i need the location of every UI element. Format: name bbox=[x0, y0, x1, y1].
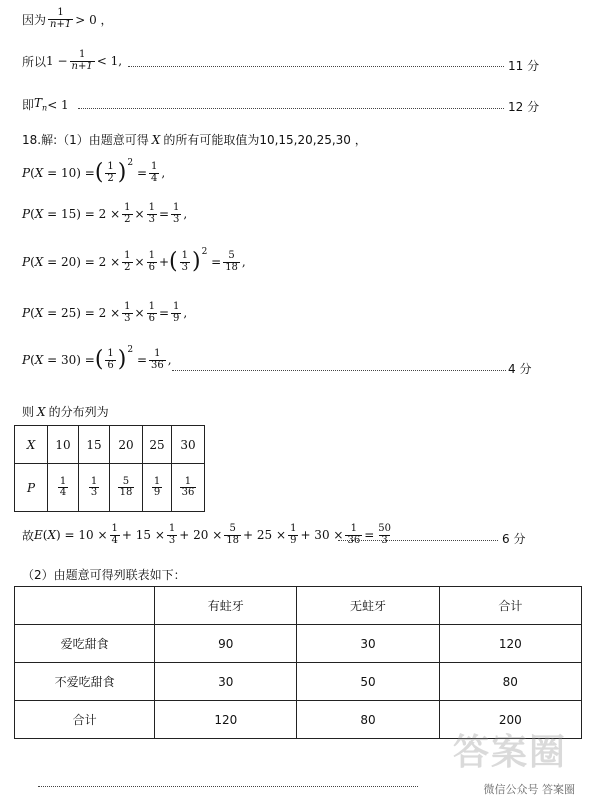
namely-label: 即 bbox=[22, 98, 35, 112]
table-cell: $\frac{5}{18}$ bbox=[110, 464, 143, 512]
distribution-table bbox=[14, 425, 326, 512]
expectation-line: 故 E(X) = 10 × $\frac{1}{4}$ + 15 × $\frac{1}{3}$ + 20 × $\frac{5}{18}$ + 25 × $\frac{1}{9}$ + 30 × $\frac{1}{36}$ = $\frac{50}{3}$ bbox=[22, 523, 391, 546]
part2-intro: （2）由题意可得列联表如下： bbox=[22, 568, 186, 582]
table-row: 不爱吃甜食 30 50 80 bbox=[15, 663, 582, 701]
so-label: 所以 bbox=[22, 54, 47, 69]
because-label: 因为 bbox=[22, 12, 47, 27]
score-4: 4 分 bbox=[508, 362, 532, 376]
prob-x20: P(X = 20) = 2 × $\frac{1}{2}$ × $\frac{1}{6}$ + ( $\frac{1}{3}$ ) 2 = $\frac{5}{18}$ , bbox=[22, 247, 246, 274]
namely-tail: < 1 bbox=[47, 97, 69, 112]
dist-intro: 则 X 的分布列为 bbox=[22, 404, 109, 419]
table-cell: $\frac{1}{4}$ bbox=[48, 464, 79, 512]
contingency-table bbox=[14, 586, 582, 739]
prob-x10: P(X = 10) = ( $\frac{1}{2}$ ) 2 = $\frac{1}{4}$ , bbox=[22, 158, 166, 185]
q18-intro: 18.解:（1）由题意可得 X 的所有可能取值为10,15,20,25,30 ， bbox=[22, 132, 367, 147]
table-header: 有蛀牙 bbox=[155, 587, 297, 625]
score-11: 11 分 bbox=[508, 59, 540, 73]
line-because bbox=[22, 8, 113, 30]
so-tail: < 1, bbox=[96, 54, 123, 68]
leader-dots bbox=[172, 360, 506, 371]
leader-dots bbox=[128, 56, 504, 67]
table-row: 爱吃甜食 90 30 120 bbox=[15, 625, 582, 663]
prob-x25: P(X = 25) = 2 × $\frac{1}{3}$ × $\frac{1}{6}$ = $\frac{1}{9}$ , bbox=[22, 301, 188, 324]
table-cell: 20 bbox=[110, 426, 143, 464]
score-12: 12 分 bbox=[508, 100, 540, 114]
table-header-p: P bbox=[15, 464, 48, 512]
line-namely: 即 $T_n$ < 1 bbox=[22, 96, 69, 113]
table-row: 合计 120 80 200 bbox=[15, 701, 582, 739]
table-cell: $\frac{1}{36}$ bbox=[172, 464, 205, 512]
because-tail: > 0 ， bbox=[75, 12, 113, 27]
leader-dots bbox=[338, 530, 498, 541]
fraction: $\frac{1}{n+1}$ bbox=[50, 7, 72, 30]
table-cell: 30 bbox=[172, 426, 205, 464]
table-cell: 10 bbox=[48, 426, 79, 464]
watermark-logo: 答案圈 bbox=[452, 732, 567, 773]
table-header: 无蛀牙 bbox=[297, 587, 439, 625]
prob-x30: P(X = 30) = ( $\frac{1}{6}$ ) 2 = $\frac{1}{36}$ , bbox=[22, 345, 172, 372]
table-header: 合计 bbox=[439, 587, 581, 625]
line-so: 所以 1 − $\frac{1}{n+1}$ < 1, bbox=[22, 49, 123, 72]
table-cell: $\frac{1}{3}$ bbox=[79, 464, 110, 512]
table-cell: 25 bbox=[143, 426, 172, 464]
leader-dots bbox=[38, 776, 418, 787]
table-header-x: X bbox=[15, 426, 48, 464]
table-header bbox=[15, 587, 155, 625]
leader-dots bbox=[78, 98, 504, 109]
table-cell: $\frac{1}{9}$ bbox=[143, 464, 172, 512]
table-cell: 15 bbox=[79, 426, 110, 464]
fraction: $\frac{1}{n+1}$ bbox=[71, 49, 93, 72]
prob-x15: P(X = 15) = 2 × $\frac{1}{2}$ × $\frac{1}{3}$ = $\frac{1}{3}$ , bbox=[22, 202, 188, 225]
score-6: 6 分 bbox=[502, 532, 526, 546]
watermark-caption: 微信公众号 答案圈 bbox=[483, 783, 575, 796]
